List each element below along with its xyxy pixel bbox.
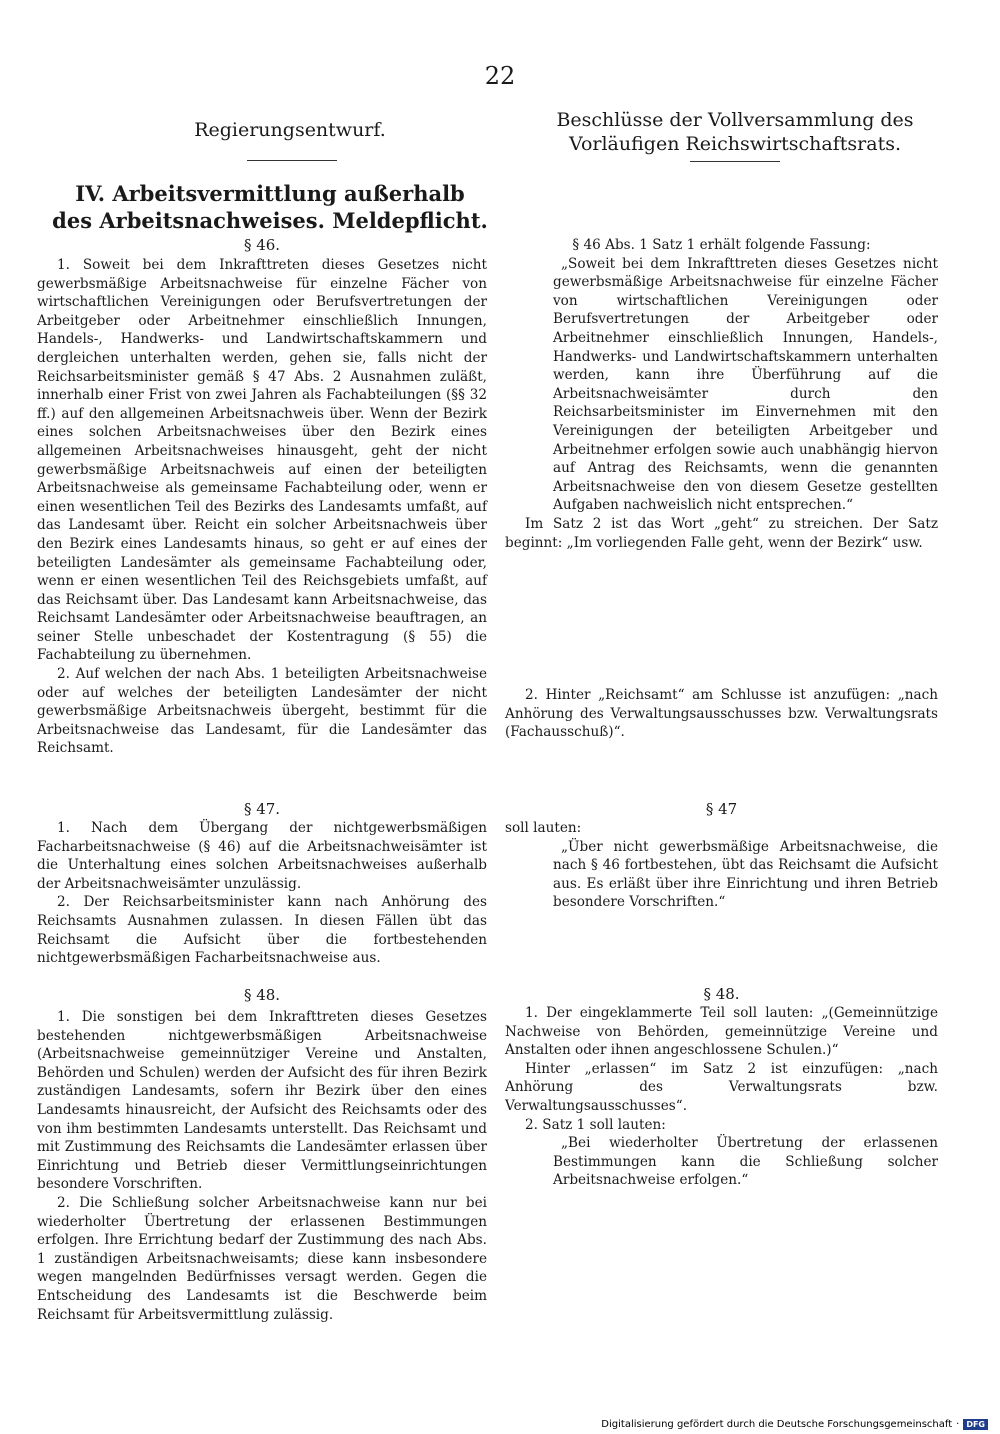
left-s48-text xyxy=(37,1008,487,1324)
left-column-header: Regierungsentwurf. xyxy=(194,119,386,141)
right-s46-text xyxy=(505,236,938,552)
right-s46-intro: § 46 Abs. 1 Satz 1 erhält folgende Fassung: xyxy=(572,237,871,253)
left-s48-heading: § 48. xyxy=(243,986,281,1004)
credit-separator: · xyxy=(956,1419,960,1430)
right-s48-p2: 2. Satz 1 soll lauten: xyxy=(525,1116,666,1133)
left-s46-p1: 1. Soweit bei dem Inkrafttreten dieses Gesetzes nicht gewerbsmäßige Arbeitsnachweise für einzelne Fächer von wirtschaftlichen Vereinigungen oder Berufsvertretungen der Arbeitgeber oder Arbeitnehmer einschließlich Innungen, Handels-, Handwerks- und Landwirtschaftskammern und dergleichen unterhalten werden, gehen sie, falls nicht der Reichsarbeitsminister gemäß § 47 Abs. 2 Ausnahmen zuläßt, innerhalb einer Frist von zwei Jahren als Fachabteilungen (§§ 32 ff.) auf den allgemeinen Arbeitsnachweis über. Wenn der Bezirk eines solchen Arbeitsnachweises über den Bezirk eines allgemeinen Arbeitsnachweises hinausgeht, geht der nicht gewerbsmäßige Arbeitsnachweis auf einen der beteiligten Arbeitsnachweise als gemeinsame Fachabteilung oder, wenn er einen wesentlichen Teil des Bezirks des Landesamts umfaßt, auf das Landesamt über. Reicht ein solcher Arbeitsnachweis über den Bezirk eines Landesamts hinaus, so geht er auf eines der beteiligten Landesämter als gemeinsame Fachabteilung oder, wenn er einen wesentlichen Teil des Reichsgebiets umfaßt, auf das Reichsamt über. Das Landesamt kann Arbeitsnachweise, das Reichsamt Landesämter oder Arbeitsnachweise beauftragen, an seiner Stelle unbeschadet der Kostentragung (§ 55) die Fachabteilung zu übernehmen. xyxy=(37,257,487,664)
left-s46-p2: 2. Auf welchen der nach Abs. 1 beteiligten Arbeitsnachweise oder auf welches der beteiligten Landesämter der nicht gewerbsmäßige Arbeitsnachweis übergeht, bestimmt für die Arbeitsnachweise das Landesamt, für die Landesämter das Reichsamt. xyxy=(37,666,487,757)
dfg-logo: DFG xyxy=(963,1419,988,1430)
right-s46-p2: 2. Hinter „Reichsamt“ am Schlusse ist anzufügen: „nach Anhörung des Verwaltungsausschusses bzw. Verwaltungsrats (Fachausschuß)“. xyxy=(505,687,938,741)
left-s48-p1: 1. Die sonstigen bei dem Inkrafttreten dieses Gesetzes bestehenden nichtgewerbsmäßigen Arbeitsnachweise (Arbeitsnachweise gemeinnütziger Vereine und Anstalten, Behörden und Schulen) werden der Aufsicht des für ihren Bezirk zuständigen Landesamts, sofern ihr Bezirk über den eines Landesamts hinausreicht, der Aufsicht des Reichsamts oder des von ihm bestimmten Landesamts unterstellt. Das Reichsamt und mit Zustimmung des Reichsamts die Landesämter erlassen über Einrichtung und Betrieb dieser Vermittlungseinrichtungen besondere Vorschriften. xyxy=(37,1009,487,1193)
right-s47-intro: soll lauten: xyxy=(505,820,582,836)
right-column-header: Beschlüsse der Vollversammlung des Vorläufigen Reichswirtschaftsrats. xyxy=(556,109,914,155)
left-s46-text xyxy=(37,256,487,758)
left-header-rule xyxy=(247,160,337,161)
right-s46-satz2: Im Satz 2 ist das Wort „geht“ zu streichen. Der Satz beginnt: „Im vorliegenden Falle geht, wenn der Bezirk“ usw. xyxy=(505,515,938,551)
left-s47-p1: 1. Nach dem Übergang der nichtgewerbsmäßigen Facharbeitsnachweise (§ 46) auf die Arbeitsnachweisämter ist die Unterhaltung eines solchen Arbeitsnachweises außerhalb der Arbeitsnachweisämter unzulässig. xyxy=(37,820,487,892)
left-s48-p2: 2. Die Schließung solcher Arbeitsnachweise kann nur bei wiederholter Übertretung der erlassenen Bestimmungen erfolgen. Ihre Errichtung bedarf der Zustimmung des nach Abs. 1 zuständigen Arbeitsnachweisamts; diese kann insbesondere wegen mangelnden Bedürfnisses versagt werden. Gegen die Entscheidung des Landesamts ist die Beschwerde beim Reichsamt für Arbeitsvermittlung zulässig. xyxy=(37,1194,487,1323)
section-title: IV. Arbeitsvermittlung außerhalb des Arbeitsnachweises. Meldepflicht. xyxy=(52,181,488,233)
right-s47-text xyxy=(505,819,938,912)
right-s48-p1b: Hinter „erlassen“ im Satz 2 ist einzufügen: „nach Anhörung des Verwaltungsrats bzw. Verwaltungsausschusses“. xyxy=(505,1060,938,1114)
left-s46-heading: § 46. xyxy=(243,236,281,254)
left-s47-text xyxy=(37,819,487,968)
left-s47-p2: 2. Der Reichsarbeitsminister kann nach Anhörung des Reichsamts Ausnahmen zulassen. In diesen Fällen übt das Reichsamt die Aufsicht über die fortbestehenden nichtgewerbsmäßigen Facharbeitsnachweise aus. xyxy=(37,894,487,967)
right-s46-quote: „Soweit bei dem Inkrafttreten dieses Gesetzes nicht gewerbsmäßige Arbeitsnachweise für einzelne Fächer von wirtschaftlichen Vereinigungen oder Berufsvertretungen der Arbeitgeber oder Arbeitnehmer einschließlich Innungen, Handels-, Handwerks- und Landwirtschaftskammern unterhalten werden, kann ihre Überführung auf die Arbeitsnachweisämter durch den Reichsarbeitsminister im Einvernehmen mit den Vereinigungen der beteiligten Arbeitgeber und Arbeitnehmer erfolgen sowie auch unabhängig hiervon auf Antrag des Reichsamts, wenn die genannten Arbeitsnachweise den von diesem Gesetze gestellten Aufgaben nachweislich nicht entsprechen.“ xyxy=(553,255,938,514)
right-header-rule xyxy=(690,161,780,162)
credit-text: Digitalisierung gefördert durch die Deutsche Forschungsgemeinschaft xyxy=(601,1419,953,1430)
digitization-credit xyxy=(601,1419,988,1430)
left-s47-heading: § 47. xyxy=(243,800,281,818)
right-s47-heading: § 47 xyxy=(705,800,738,818)
right-s47-quote: „Über nicht gewerbsmäßige Arbeitsnachweise, die nach § 46 fortbestehen, übt das Reichsamt die Aufsicht aus. Es erläßt über ihre Einrichtung und ihren Betrieb besondere Vorschriften.“ xyxy=(553,838,938,911)
right-s48-quote: „Bei wiederholter Übertretung der erlassenen Bestimmungen kann die Schließung solcher Arbeitsnachweise erfolgen.“ xyxy=(553,1135,938,1189)
right-s48-text xyxy=(505,1004,938,1190)
right-s48-heading: § 48. xyxy=(703,985,740,1003)
right-s46-p2-block xyxy=(505,686,938,742)
right-s48-p1: 1. Der eingeklammerte Teil soll lauten: „(Gemeinnützige Nachweise von Behörden, gemeinnützige Vereine und Anstalten oder ihnen angeschlossene Schulen.)“ xyxy=(505,1005,938,1059)
page-number: 22 xyxy=(484,62,516,90)
